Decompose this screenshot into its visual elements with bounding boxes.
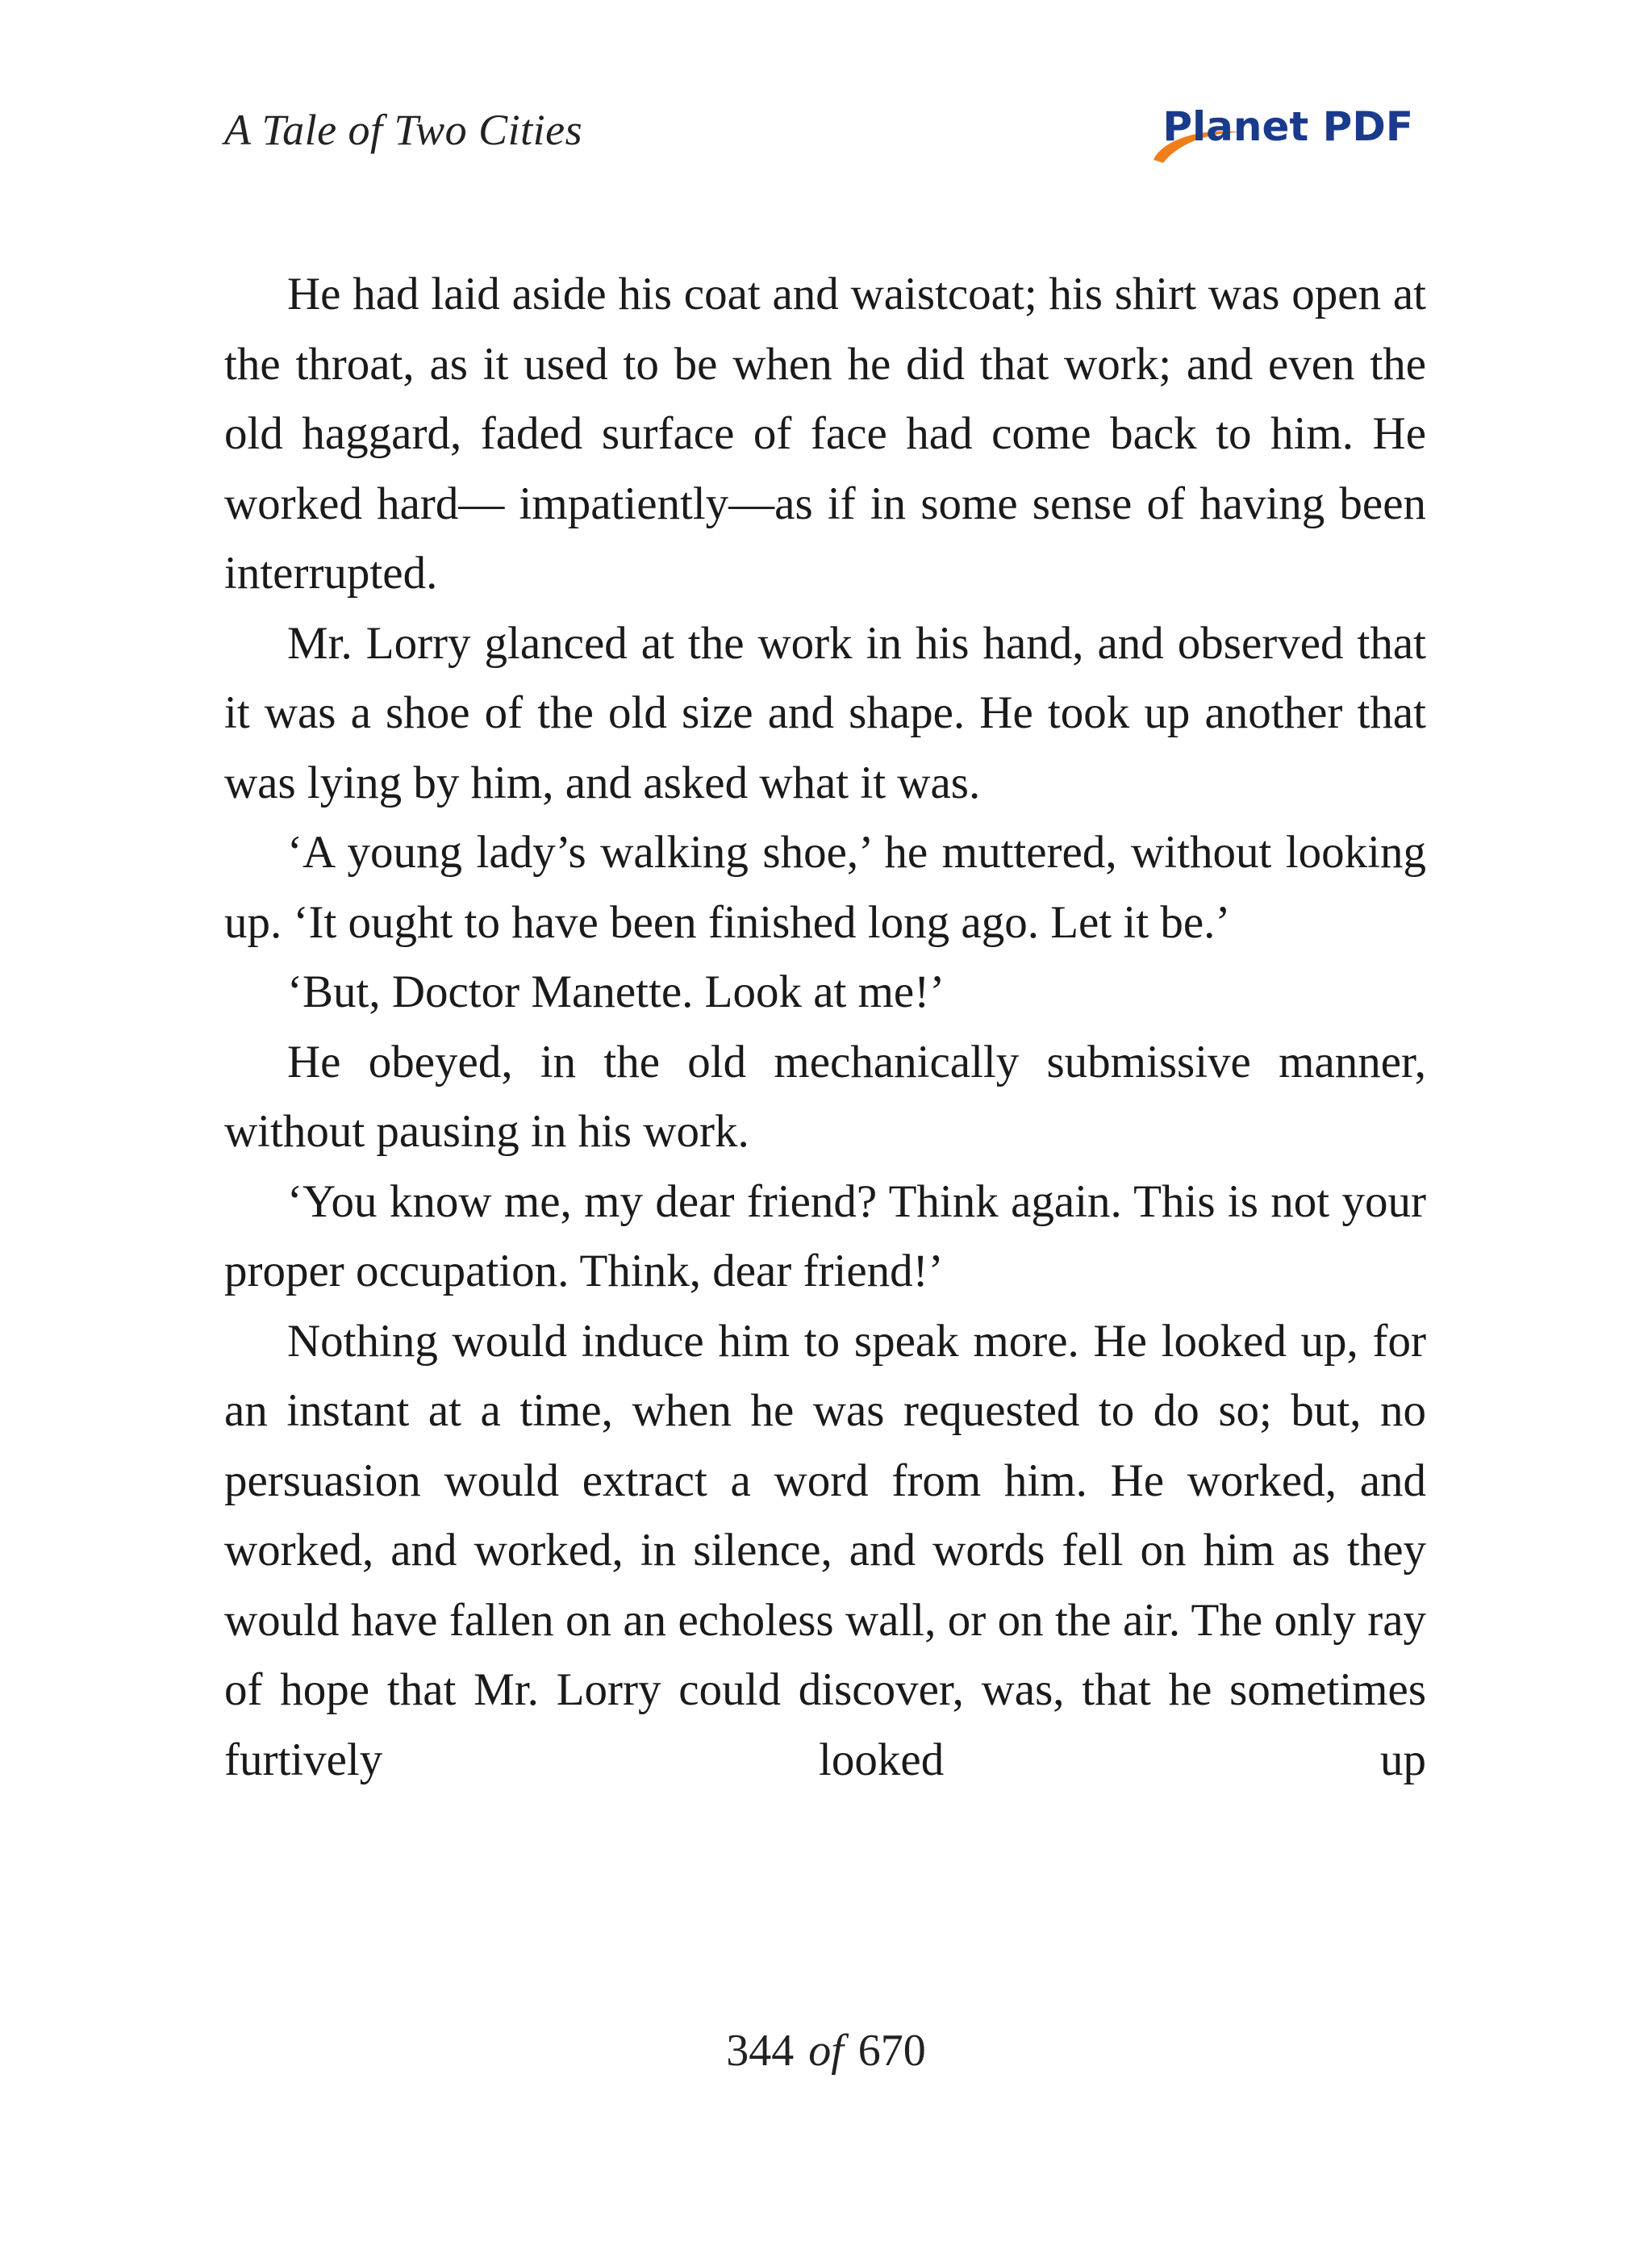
- paragraph: He obeyed, in the old mechanically submissive manner, without pausing in his work.: [224, 1036, 1426, 1157]
- paragraph: He had laid aside his coat and waistcoat; his shirt was open at the throat, as it used to be when he did that work; and even the old haggard, faded surface of face had come back to him. He worked hard— impatiently—as if in some sense of having been interrupted.: [224, 269, 1426, 599]
- page-number: [0, 2025, 1652, 2077]
- page-body: [224, 260, 1426, 1795]
- paragraph: ‘You know me, my dear friend? Think again. This is not your proper occupation. Think, dear friend!’: [224, 1175, 1426, 1296]
- planet-pdf-logo: [1147, 103, 1413, 168]
- page-header: [224, 97, 1428, 169]
- current-page: 344: [726, 2026, 795, 2076]
- paragraph: Nothing would induce him to speak more. He looked up, for an instant at a time, when he was requested to do so; but, no persuasion would extract a word from him. He worked, and worked, and worked, in silence, and words fell on him as they would have fallen on an echoless wall, or on the air. The only ray of hope that Mr. Lorry could discover, was, that he sometimes furtively looked up: [224, 1315, 1426, 1785]
- book-title: A Tale of Two Cities: [224, 106, 583, 154]
- paragraph: ‘A young lady’s walking shoe,’ he muttered, without looking up. ‘It ought to have been finished long ago. Let it be.’: [224, 827, 1426, 948]
- page-of-label: of: [808, 2026, 844, 2076]
- paragraph: Mr. Lorry glanced at the work in his hand, and observed that it was a shoe of the old size and shape. He took up another that was lying by him, and asked what it was.: [224, 617, 1426, 808]
- logo-text: Planet PDF: [1162, 103, 1413, 150]
- total-pages: 670: [857, 2026, 926, 2076]
- paragraph: ‘But, Doctor Manette. Look at me!’: [287, 966, 945, 1017]
